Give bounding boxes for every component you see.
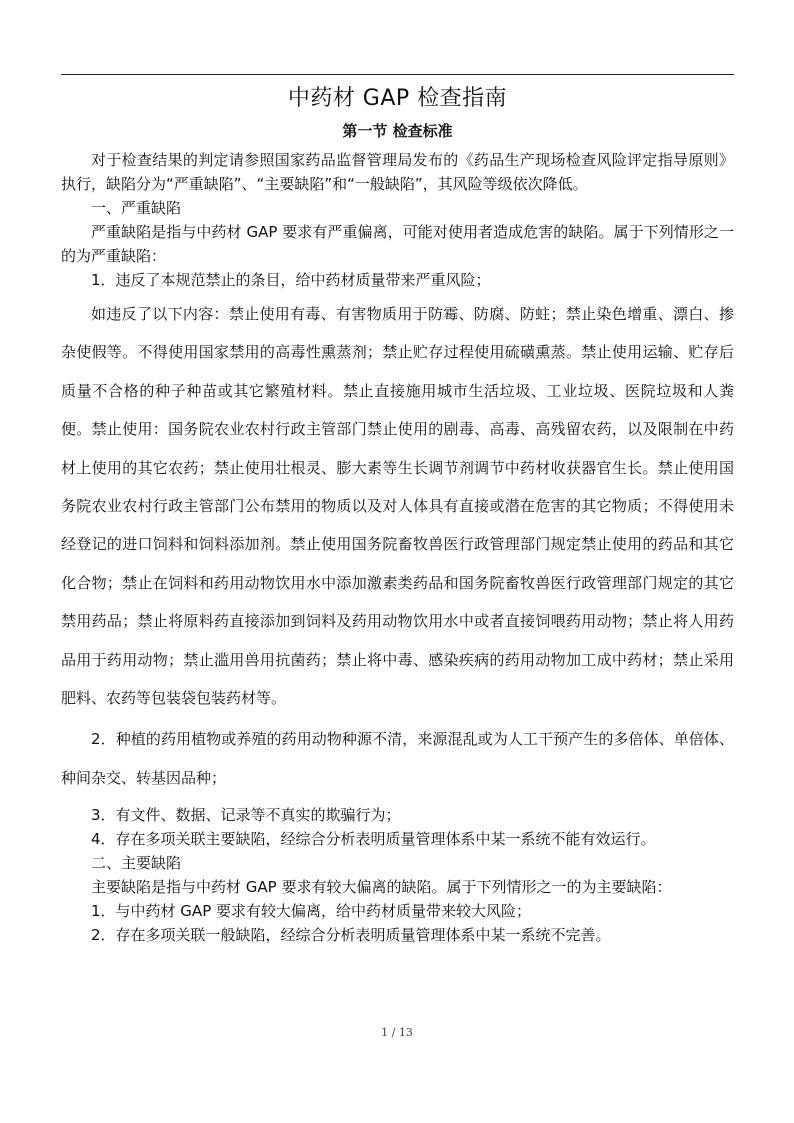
list-item-severe-3: 3．有文件、数据、记录等不真实的欺骗行为； [91,806,401,825]
list-item-major-1: 1．与中药材 GAP 要求有较大偏离，给中药材质量带来较大风险； [91,902,532,921]
paragraph-prohibitions: 如违反了以下内容：禁止使用有毒、有害物质用于防霉、防腐、防蛀；禁止染色增重、漂白、掺杂使假等。不得使用国家禁用的高毒性熏蒸剂；禁止贮存过程使用硫磺熏蒸。禁止使用运输、贮存后质量不合格的种子种苗或其它繁殖材料。禁止直接施用城市生活垃圾、工业垃圾、医院垃圾和人粪便。禁止使用：国务院农业农村行政主管部门禁止使用的剧毒、高毒、高残留农药，以及限制在中药材上使用的其它农药；禁止使用壮根灵、膨大素等生长调节剂调节中药材收获器官生长。禁止使用国务院农业农村行政主管部门公布禁用的物质以及对人体具有直接或潜在危害的其它物质；不得使用未经登记的进口饲料和饲料添加剂。禁止使用国务院畜牧兽医行政管理部门规定禁止使用的药品和其它化合物；禁止在饲料和药用动物饮用水中添加激素类药品和国务院畜牧兽医行政管理部门规定的其它禁用药品；禁止将原料药直接添加到饲料及药用动物饮用水中或者直接饲喂药用动物；禁止将人用药品用于药用动物；禁止滥用兽用抗菌药；禁止将中毒、感染疾病的药用动物加工成中药材；禁止采用肥料、农药等包装袋包装药材等。 [61,305,734,708]
heading-severe-defects: 一、严重缺陷 [91,199,182,217]
page-number: 1 / 13 [381,1026,413,1039]
document-title: 中药材 GAP 检查指南 [287,86,508,111]
header-rule [61,74,734,75]
list-item-severe-4: 4．存在多项关联主要缺陷，经综合分析表明质量管理体系中某一系统不能有效运行。 [91,830,656,849]
heading-major-defects: 二、主要缺陷 [91,854,182,873]
document-body [61,148,734,947]
list-item-severe-1: 1．违反了本规范禁止的条目，给中药材质量带来严重风险； [91,271,491,289]
paragraph-severe-definition: 严重缺陷是指与中药材 GAP 要求有严重偏离，可能对使用者造成危害的缺陷。属于下列情形之一的为严重缺陷： [61,223,734,265]
paragraph-major-definition: 主要缺陷是指与中药材 GAP 要求有较大偏离的缺陷。属于下列情形之一的为主要缺陷： [91,878,672,897]
list-item-severe-2: 2．种植的药用植物或养殖的药用动物种源不清，来源混乱或为人工干预产生的多倍体、单倍体、种间杂交、转基因品种； [61,730,734,787]
list-item-major-2: 2．存在多项关联一般缺陷，经综合分析表明质量管理体系中某一系统不完善。 [91,926,611,945]
section-title: 第一节 检查标准 [342,122,453,140]
paragraph-intro: 对于检查结果的判定请参照国家药品监督管理局发布的《药品生产现场检查风险评定指导原则》执行，缺陷分为“严重缺陷”、“主要缺陷”和“一般缺陷”，其风险等级依次降低。 [61,151,734,193]
